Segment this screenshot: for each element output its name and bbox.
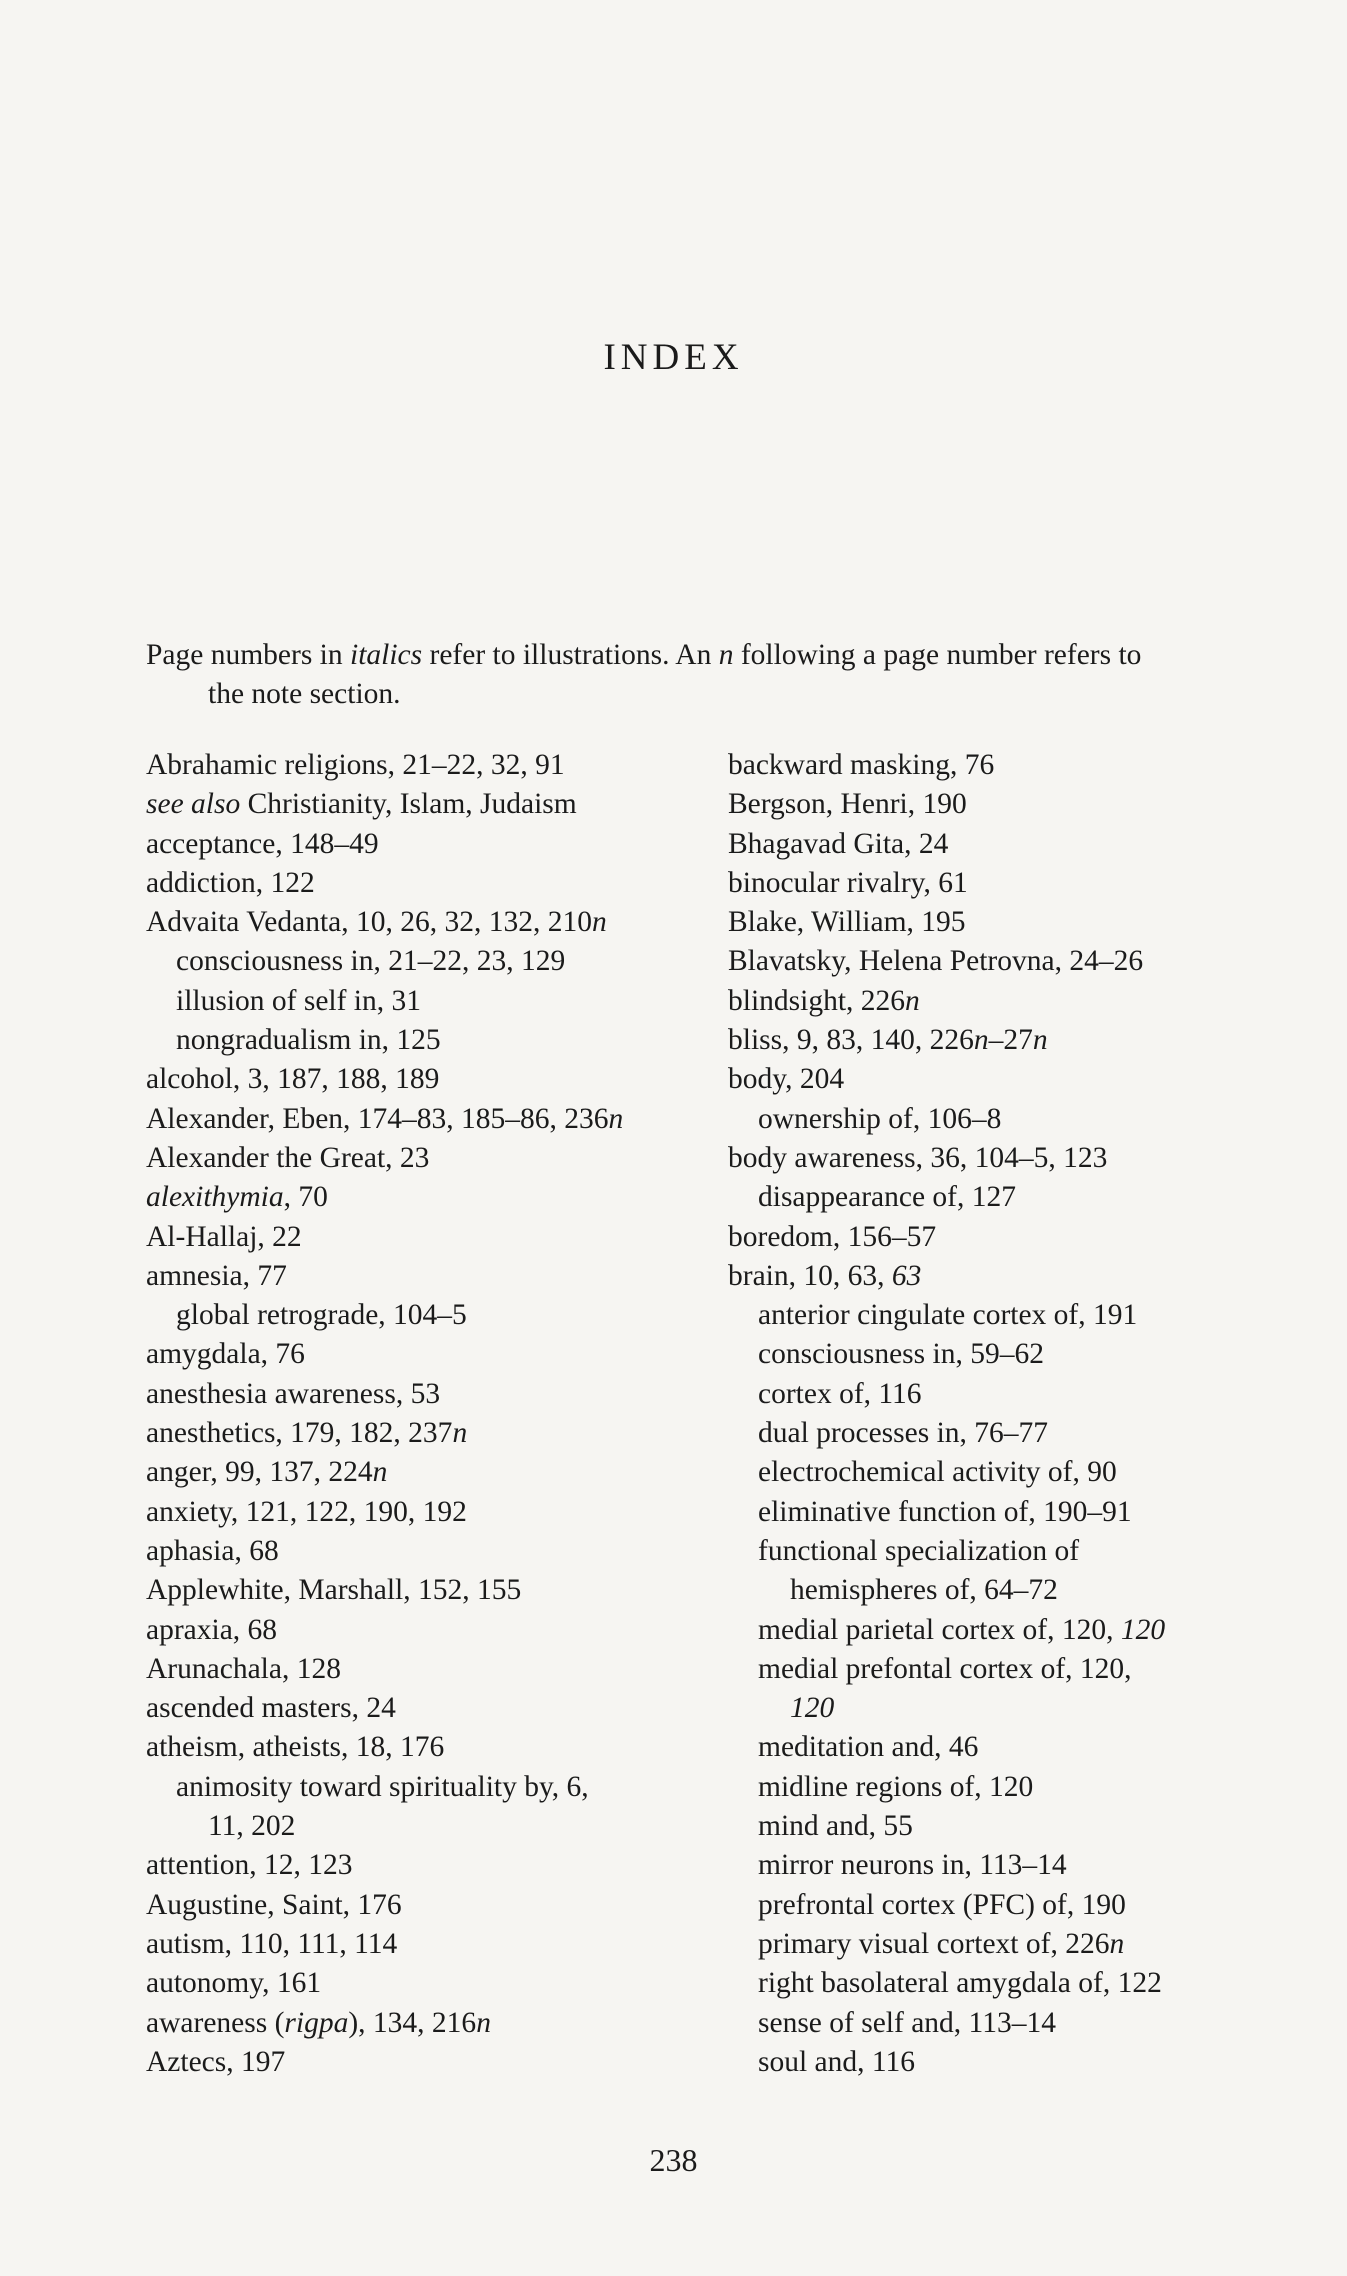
index-continuation — [728, 1571, 1288, 1610]
index-subentry — [146, 1768, 706, 1807]
intro-italic-word: italics — [350, 639, 423, 671]
index-subentry — [146, 1296, 706, 1335]
index-subentry — [728, 1807, 1288, 1846]
index-italic-text: 120 — [790, 1692, 835, 1725]
index-entry — [146, 1689, 706, 1728]
index-entry — [146, 1964, 706, 2003]
index-text: ownership of, 106–8 — [758, 1102, 1002, 1135]
index-subentry — [728, 1964, 1288, 2003]
index-italic-text: n — [452, 1417, 468, 1450]
index-text: dual processes in, 76–77 — [758, 1417, 1049, 1450]
index-subentry — [728, 1650, 1288, 1689]
index-entry — [146, 1493, 706, 1532]
index-text: body, 204 — [728, 1063, 845, 1096]
intro-text: following a page number refers to — [733, 639, 1142, 671]
index-entry — [146, 1414, 706, 1453]
index-entry — [146, 1571, 706, 1610]
index-text: right basolateral amygdala of, 122 — [758, 1967, 1162, 2000]
index-text: midline regions of, 120 — [758, 1770, 1034, 1803]
index-subentry — [728, 2043, 1288, 2082]
index-subentry — [146, 982, 706, 1021]
index-entry — [728, 1257, 1288, 1296]
index-subentry — [728, 1768, 1288, 1807]
index-subentry — [728, 1453, 1288, 1492]
index-text: Alexander the Great, 23 — [146, 1141, 430, 1174]
intro-n: n — [718, 639, 734, 671]
index-text: awareness ( — [146, 2006, 285, 2039]
index-text: atheism, atheists, 18, 176 — [146, 1731, 445, 1764]
index-text: prefrontal cortex (PFC) of, 190 — [758, 1888, 1126, 1921]
index-italic-text: n — [973, 1024, 989, 1057]
index-entry — [728, 825, 1288, 864]
index-subentry — [146, 942, 706, 981]
index-subentry — [728, 1296, 1288, 1335]
index-entry — [146, 825, 706, 864]
index-entry — [146, 1611, 706, 1650]
index-entry — [146, 2043, 706, 2082]
index-italic-text: n — [1032, 1024, 1048, 1057]
index-subentry — [728, 1728, 1288, 1767]
index-text: animosity toward spirituality by, 6, — [176, 1770, 589, 1803]
index-text: –27 — [988, 1024, 1033, 1057]
index-entry — [728, 746, 1288, 785]
index-subentry — [728, 1846, 1288, 1885]
index-text: anesthetics, 179, 182, 237 — [146, 1417, 453, 1450]
index-text: Aztecs, 197 — [146, 2045, 286, 2078]
page-title: INDEX — [603, 337, 744, 378]
index-entry — [146, 1925, 706, 1964]
intro-line-2: the note section. — [208, 678, 401, 710]
index-italic-text: 120 — [1120, 1613, 1166, 1646]
index-entry — [146, 2004, 706, 2043]
index-text: Blake, William, 195 — [728, 906, 966, 939]
index-entry — [146, 864, 706, 903]
index-entry — [728, 903, 1288, 942]
index-text: Blavatsky, Helena Petrovna, 24–26 — [728, 945, 1144, 978]
index-text: disappearance of, 127 — [758, 1181, 1017, 1214]
index-italic-text: n — [1109, 1927, 1125, 1960]
index-italic-text: n — [476, 2006, 491, 2039]
index-text: acceptance, 148–49 — [146, 827, 379, 860]
index-text: ascended masters, 24 — [146, 1692, 396, 1725]
intro-text: Page numbers in — [146, 639, 351, 671]
index-subentry — [146, 1021, 706, 1060]
index-text: blindsight, 226 — [728, 984, 906, 1017]
index-text: electrochemical activity of, 90 — [758, 1456, 1117, 1489]
index-entry — [146, 1375, 706, 1414]
index-subentry — [728, 1925, 1288, 1964]
index-entry — [146, 1532, 706, 1571]
index-subentry — [728, 1100, 1288, 1139]
index-continuation — [728, 1689, 1288, 1728]
index-text: autism, 110, 111, 114 — [146, 1927, 398, 1960]
index-text: meditation and, 46 — [758, 1731, 979, 1764]
index-italic-text: n — [905, 984, 920, 1017]
index-text: anesthesia awareness, 53 — [146, 1377, 441, 1410]
index-subentry — [728, 1414, 1288, 1453]
index-entry — [728, 864, 1288, 903]
index-italic-text: n — [592, 906, 607, 939]
index-entry — [146, 1650, 706, 1689]
index-text: anxiety, 121, 122, 190, 192 — [146, 1495, 467, 1528]
index-text: addiction, 122 — [146, 866, 315, 899]
index-entry — [146, 1257, 706, 1296]
index-text: amnesia, 77 — [146, 1259, 287, 1292]
index-text: aphasia, 68 — [146, 1534, 279, 1567]
index-text: mind and, 55 — [758, 1810, 913, 1843]
index-entry — [146, 1178, 706, 1217]
index-subentry — [728, 2004, 1288, 2043]
page-number: 238 — [649, 2142, 698, 2178]
index-entry — [728, 1139, 1288, 1178]
index-italic-text: n — [372, 1456, 388, 1489]
index-text: brain, 10, 63, — [728, 1259, 892, 1292]
index-text: illusion of self in, 31 — [176, 984, 422, 1017]
index-text: hemispheres of, 64–72 — [790, 1574, 1058, 1607]
index-text: Al-Hallaj, 22 — [146, 1220, 302, 1253]
index-text: amygdala, 76 — [146, 1338, 305, 1371]
intro-text: refer to illustrations. An — [422, 639, 719, 671]
index-text: alcohol, 3, 187, 188, 189 — [146, 1063, 440, 1096]
index-text: attention, 12, 123 — [146, 1849, 353, 1882]
index-entry — [728, 982, 1288, 1021]
index-subentry — [728, 1375, 1288, 1414]
index-text: Alexander, Eben, 174–83, 185–86, 236 — [146, 1102, 609, 1135]
index-italic-text: n — [608, 1102, 624, 1135]
index-text: Bhagavad Gita, 24 — [728, 827, 949, 860]
index-entry — [146, 1728, 706, 1767]
index-entry — [146, 1060, 706, 1099]
index-text: autonomy, 161 — [146, 1967, 322, 2000]
index-text: cortex of, 116 — [758, 1377, 922, 1410]
index-entry — [146, 1335, 706, 1374]
index-text: mirror neurons in, 113–14 — [758, 1849, 1067, 1882]
index-entry — [146, 903, 706, 942]
index-subentry — [728, 1886, 1288, 1925]
index-text: boredom, 156–57 — [728, 1220, 937, 1253]
index-text: functional specialization of — [758, 1534, 1080, 1567]
index-text: body awareness, 36, 104–5, 123 — [728, 1141, 1108, 1174]
index-entry — [146, 1886, 706, 1925]
index-column-right — [728, 746, 1288, 2082]
index-entry — [728, 942, 1288, 981]
index-text: anger, 99, 137, 224 — [146, 1456, 373, 1489]
index-italic-text: rigpa — [284, 2006, 349, 2039]
index-text: , 70 — [283, 1181, 328, 1214]
index-text: consciousness in, 21–22, 23, 129 — [176, 945, 566, 978]
index-text: sense of self and, 113–14 — [758, 2006, 1056, 2039]
index-entry — [728, 785, 1288, 824]
index-entry — [146, 785, 706, 824]
index-text: eliminative function of, 190–91 — [758, 1495, 1132, 1528]
index-column-left — [146, 746, 706, 2082]
index-text: 11, 202 — [208, 1810, 296, 1843]
index-entry — [728, 1021, 1288, 1060]
index-text: backward masking, 76 — [728, 749, 995, 781]
index-italic-text: alexithymia — [146, 1181, 284, 1214]
index-text: anterior cingulate cortex of, 191 — [758, 1299, 1138, 1332]
index-text: Arunachala, 128 — [146, 1652, 341, 1685]
index-text: apraxia, 68 — [146, 1613, 278, 1646]
index-entry — [728, 1218, 1288, 1257]
index-text: Christianity, Islam, Judaism — [247, 788, 577, 821]
index-text: global retrograde, 104–5 — [176, 1299, 467, 1332]
index-entry — [146, 1846, 706, 1885]
index-text: primary visual cortext of, 226 — [758, 1927, 1110, 1960]
intro-note — [146, 636, 1266, 714]
index-text: soul and, 116 — [758, 2045, 916, 2078]
index-entry — [728, 1060, 1288, 1099]
index-text: medial prefontal cortex of, 120, — [758, 1652, 1132, 1685]
index-subentry — [728, 1611, 1288, 1650]
index-text: binocular rivalry, 61 — [728, 866, 968, 899]
index-subentry — [728, 1178, 1288, 1217]
index-subentry — [728, 1493, 1288, 1532]
index-continuation — [146, 1807, 706, 1846]
index-subentry — [728, 1532, 1288, 1571]
index-entry — [146, 746, 706, 785]
index-entry — [146, 1139, 706, 1178]
index-text: medial parietal cortex of, 120, — [758, 1613, 1121, 1646]
index-text: ), 134, 216 — [348, 2006, 477, 2039]
index-text: Advaita Vedanta, 10, 26, 32, 132, 210 — [146, 906, 592, 939]
index-subentry — [728, 1335, 1288, 1374]
index-italic-text: 63 — [891, 1259, 922, 1292]
index-entry — [146, 1100, 706, 1139]
index-italic-text: see also — [146, 788, 248, 821]
index-entry — [146, 1218, 706, 1257]
index-text: Augustine, Saint, 176 — [146, 1888, 402, 1921]
index-text: Bergson, Henri, 190 — [728, 788, 967, 821]
index-text: consciousness in, 59–62 — [758, 1338, 1044, 1371]
index-text: Applewhite, Marshall, 152, 155 — [146, 1574, 522, 1607]
index-text: nongradualism in, 125 — [176, 1024, 441, 1057]
index-text: bliss, 9, 83, 140, 226 — [728, 1024, 974, 1057]
index-text: Abrahamic religions, 21–22, 32, 91 — [146, 749, 565, 781]
index-entry — [146, 1453, 706, 1492]
